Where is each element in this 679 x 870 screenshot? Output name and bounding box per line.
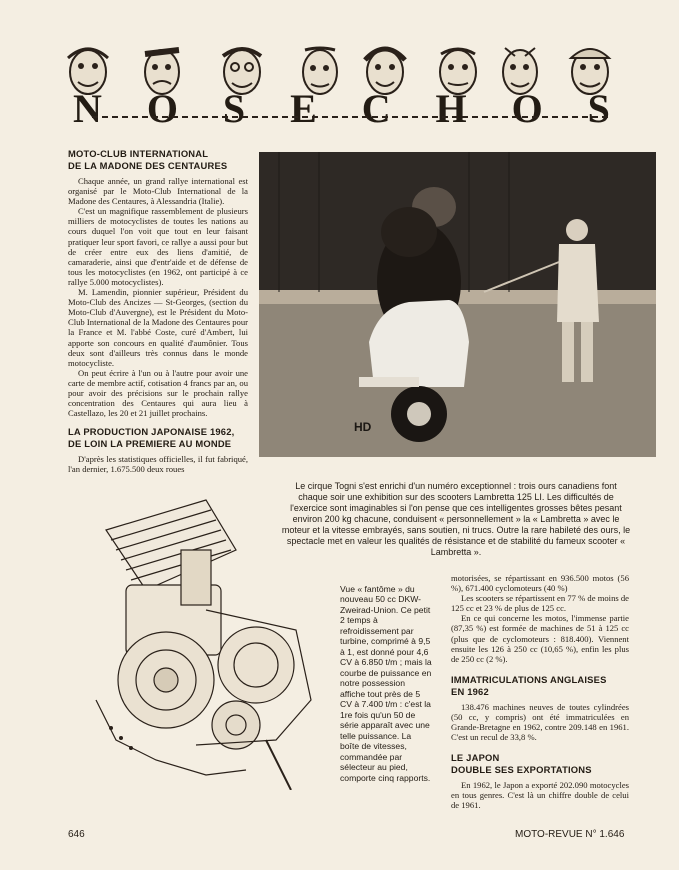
masthead-letter: O [146,85,180,131]
right-column [451,573,629,811]
masthead-letter: S [222,85,248,131]
article-paragraph: motorisées, se répartissant en 936.500 motos (56 %), 671.400 cyclomoteurs (40 %) [451,573,629,594]
article-paragraph: 138.476 machines neuves de toutes cylindrées (50 cc, y compris) ont été immatriculées en Grande-Bretagne en 1962, contre 209.148 en 1961. C'est un recul de 33,8 %. [451,701,629,743]
left-column [68,148,248,474]
engine-phantom-drawing [86,490,334,790]
article-title: IMMATRICULATIONS ANGLAISES EN 1962 [451,673,607,697]
masthead-underline [92,116,608,118]
masthead-letter: H [435,85,469,131]
circus-bear-scooter-photo [259,152,656,457]
masthead-letter: N [73,85,104,131]
article-paragraph: On peut écrire à l'un ou à l'autre pour avoir une carte de membre actif, cotisation 4 francs par an, ou pour avoir des précisions sur le prochain rallye concentration des Centaures qui aura lieu à Castellazo, les 20 et 21 juillet prochains. [68,367,248,419]
article-paragraph: En 1962, le Japon a exporté 202.090 motocycles en tous genres. C'est là un chiffre double de celui de 1961. [451,780,629,811]
masthead-letter: S [587,85,612,131]
article-paragraph: Les scooters se répartissent en 77 % de moins de 125 cc et 23 % de plus de 125 cc. [451,593,629,614]
article-paragraph: M. Lamendin, pionnier supérieur, Président du Moto-Club des Ancizes — St-Georges, (section du Moto-Club d'Auvergne), est le Président du Moto-Club International de la Madone des Centaures pour la France et M. l'abbé Coste, curé d'Ambert, lui apporte son concours en qualité d'aumônier. Tous deux sont d'ailleurs très connus dans le monde motocycliste. [68,287,248,368]
page-number: 646 [68,829,85,840]
article-title: MOTO-CLUB INTERNATIONAL DE LA MADONE DES CENTAURES [68,148,228,171]
article-paragraph: D'après les statistiques officielles, il fut fabriqué, l'an dernier, 1.675.500 deux roues [68,454,248,475]
masthead-letter: E [290,85,319,131]
article-title: LE JAPON DOUBLE SES EXPORTATIONS [451,752,592,776]
article-paragraph: Chaque année, un grand rallye international est organisé par le Moto-Club International de la Madone des Centaures, à Alessandria (Italie). [68,176,248,207]
masthead-title [55,78,630,138]
engine-caption: Vue « fantôme » du nouveau 50 cc DKW-Zweirad-Union. Ce petit 2 temps à refroidissement par turbine, comprimé à 9,5 à 1, est donné pour 4,6 CV à 6.850 t/m ; mais la courbe de puissance en notre possession affiche tout près de 5 CV à 7.400 t/m : c'est la 1re fois qu'un 50 de série apparaît avec une telle puissance. La boîte de vitesses, commandée par sélecteur au pied, comporte cinq rapports. [340,583,432,783]
masthead-letter: C [361,85,393,131]
masthead-letter: O [511,85,545,131]
photo-watermark: HD [354,420,372,434]
photo-caption: Le cirque Togni s'est enrichi d'un numéro exceptionnel : trois ours canadiens font chaque soir une exhibition sur des scooters Lambretta 125 LI. Les difficultés de l'exercice sont imaginables si l'on pense que ces intelligentes grosses bêtes pesant environ 200 kg chacune, conduisent « personnellement » la « Lambretta » avec le moteur et la vitesse embrayés, sans soutien, ni trucs. Outre la rare habileté des ours, le spectacle met en valeur les qualités de résistance et de stabilité du fameux scooter « Lambretta ». [281,481,631,557]
article-title: LA PRODUCTION JAPONAISE 1962, DE LOIN LA PREMIERE AU MONDE [68,426,235,450]
masthead [55,40,630,140]
article-paragraph: C'est un magnifique rassemblement de plusieurs milliers de motocyclistes de toutes les nations au cours duquel l'on voit que tout en leur faisant pratiquer leur sport favori, ce rallye a aussi pour but de créer entre eux des liens d'amitié, de camaraderie, ainsi que d'entr'aide et de défense de tous les motocyclistes (en 1962, ont participé à ce rallye 5.000 motocyclistes). [68,206,248,287]
journal-issue: MOTO-REVUE N° 1.646 [515,829,625,840]
article-paragraph: En ce qui concerne les motos, l'immense partie (87,35 %) est formée de machines de 51 à 125 cc (plus que de cyclomoteurs : 818.400). Viennent ensuite les 126 à 250 cc (10,65 %), enfin les plus de 250 cc (2 %). [451,613,629,664]
